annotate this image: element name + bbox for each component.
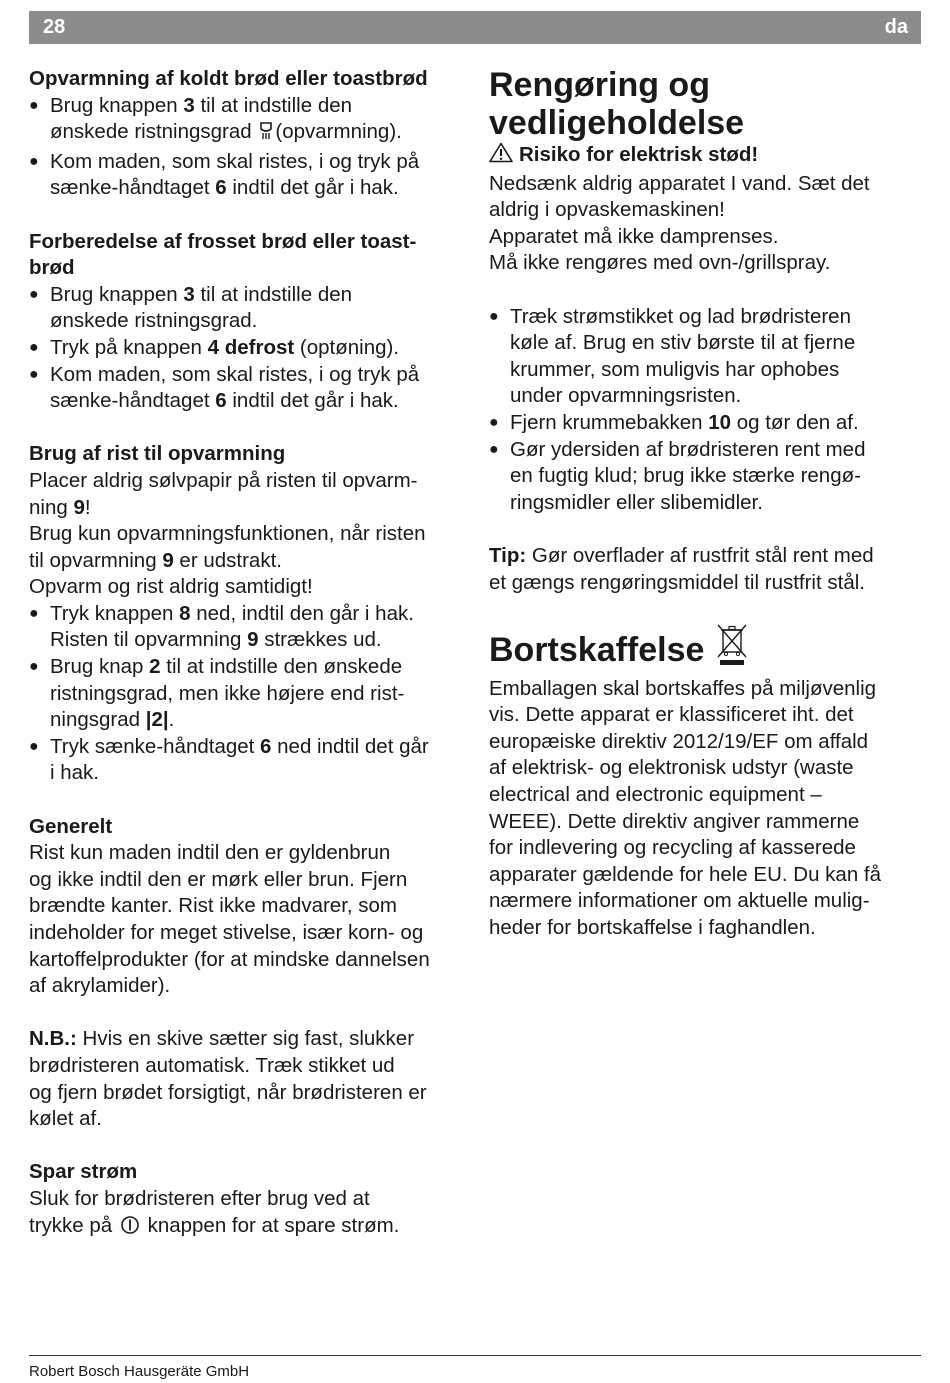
text: Hvis en skive sætter sig fast, slukker [76,1027,415,1051]
text: køle af. Brug en stiv børste til at fjerne [510,331,856,355]
list-item [29,93,469,149]
bullet-list [29,282,469,415]
ref-number: 3 [183,282,195,306]
section-title-frozen-bread [29,229,469,282]
text: og tør den af. [731,410,859,434]
text: ning [29,495,74,519]
note-paragraph [29,1026,469,1132]
text: Tryk knappen [50,601,180,625]
text: Tryk sænke-håndtaget [50,734,261,758]
text: indtil det går i hak. [226,176,399,200]
section-title-general: Generelt [29,814,113,838]
paragraph [489,676,914,942]
text: apparater gældende for hele EU. Du kan få [489,862,882,886]
text: en fugtig klud; brug ikke stærke rengø- [510,464,861,488]
text: Gør ydersiden af brødristeren rent med [510,437,866,461]
bullet-list [29,601,469,787]
ref-number: 4 defrost [207,335,295,359]
text: Fjern krummebakken [510,410,709,434]
text: Brug kun opvarmningsfunktionen, når risten [29,522,426,546]
text: til at indstille den [194,93,353,117]
text: ! [84,495,91,519]
text: Risiko for elektrisk stød! [519,143,759,166]
page-number: 28 [43,16,66,38]
text: ned indtil det går [271,734,429,758]
note-label: N.B.: [29,1027,77,1051]
text: Nedsænk aldrig apparatet I vand. Sæt det [489,171,870,195]
text: Kom maden, som skal ristes, i og tryk på [50,149,420,173]
ref-number: 9 [73,495,85,519]
language-code: da [884,16,908,38]
text: Tryk på knappen [50,335,208,359]
text: er udstrakt. [173,548,282,572]
paragraph [489,171,914,277]
footer-divider [29,1355,921,1356]
list-item [29,282,469,335]
text: (opvarmning). [275,120,402,144]
section-title-disposal [489,623,914,676]
ref-number: 2 [149,655,161,679]
text: og ikke indtil den er mørk eller brun. Fjern [29,867,408,891]
right-column [489,66,914,942]
tip-label: Tip: [489,543,527,567]
ref-number: 9 [162,548,174,572]
text: strækkes ud. [258,628,382,652]
text: trykke på [29,1213,118,1237]
warming-icon [259,121,273,149]
ref-number: 3 [183,93,195,117]
text: ønskede ristningsgrad. [50,309,258,333]
ref-number: 6 [260,734,272,758]
text: Brug knap [50,655,150,679]
text: Emballagen skal bortskaffes på miljøvenlig [489,676,877,700]
text: Opvarm og rist aldrig samtidigt! [29,575,313,599]
text: WEEE). Dette direktiv angiver rammerne [489,809,860,833]
list-item [29,335,469,362]
left-column [29,66,469,1242]
crossed-bin-icon [714,623,750,676]
text: Træk strømstikket og lad brødristeren [510,304,851,328]
bullet-list [489,304,914,517]
section-title-save-power: Spar strøm [29,1160,138,1184]
text: kølet af. [29,1107,102,1131]
text: i hak. [50,761,99,785]
ref-number: |2| [145,708,169,732]
warning-icon [489,142,513,171]
text: vis. Dette apparat er klassificeret iht. det [489,703,854,727]
text: Brug knappen [50,282,184,306]
text: Bortskaffelse [489,630,705,669]
text: . [168,708,175,732]
ref-number: 10 [708,410,732,434]
text: et gængs rengøringsmiddel til rustfrit stål. [489,570,865,594]
paragraph [29,840,469,1000]
text: indeholder for meget stivelse, især korn- og [29,921,424,944]
list-item [29,601,469,654]
text: (optøning). [294,335,400,359]
text: Sluk for brødristeren efter brug ved at [29,1186,370,1210]
text: Forberedelse af frosset brød eller toast- [29,229,417,253]
list-item [489,437,914,517]
text: Rengøring og [489,66,710,104]
ref-number: 6 [215,389,227,413]
list-item [29,654,469,734]
ref-number: 8 [179,601,191,625]
text: brødristeren automatisk. Træk stikket ud [29,1053,395,1077]
list-item [29,149,469,202]
text: ønskede ristningsgrad [50,120,252,144]
text: Må ikke rengøres med ovn-/grillspray. [489,251,831,275]
text: aldrig i opvaskemaskinen! [489,198,725,222]
text: Gør overflader af rustfrit stål rent med [526,543,874,567]
text: Rist kun maden indtil den er gyldenbrun [29,841,391,865]
text: af akrylamider). [29,974,171,998]
text: og fjern brødet forsigtigt, når brødristeren er [29,1080,427,1104]
text: af elektrisk- og elektronisk udstyr (waste [489,756,854,780]
text: for indlevering og recycling af kasserede [489,836,856,860]
text: electrical and electronic equipment – [489,783,822,807]
text: brød [29,256,75,280]
text: Placer aldrig sølvpapir på risten til opvarm- [29,468,418,492]
warning-line [489,142,914,171]
text: europæiske direktiv 2012/19/EF om affald [489,729,869,753]
text: Apparatet må ikke damprenses. [489,224,779,248]
text: heder for bortskaffelse i faghandlen. [489,916,816,940]
tip-paragraph [489,543,914,596]
text: nærmere informationer om aktuelle mulig- [489,889,870,913]
text: sænke-håndtaget [50,389,216,413]
text: Brug knappen [50,93,184,117]
page-header [29,11,921,44]
text: krummer, som muligvis har ophobes [510,357,840,381]
text: knappen for at spare strøm. [141,1213,400,1237]
text: Kom maden, som skal ristes, i og tryk på [50,362,420,386]
ref-number: 6 [215,176,227,200]
bullet-list [29,93,469,202]
text: under opvarmningsristen. [510,384,742,408]
list-item [29,362,469,415]
ref-number: 9 [247,628,259,652]
power-icon [120,1215,140,1243]
text: kartoffelprodukter (for at mindske dannelsen [29,947,430,971]
text: ned, indtil den går i hak. [190,601,414,625]
text: indtil det går i hak. [226,389,399,413]
section-title-cleaning [489,66,914,142]
text: til at indstille den [194,282,353,306]
text: til opvarmning [29,548,163,572]
text: ningsgrad [50,708,146,732]
text: sænke-håndtaget [50,176,216,200]
paragraph [29,468,469,601]
list-item [489,304,914,410]
text: Risten til opvarmning [50,628,248,652]
section-title-cold-bread: Opvarmning af koldt brød eller toastbrød [29,67,428,90]
text: ringsmidler eller slibemidler. [510,490,763,514]
list-item [489,410,914,437]
text: til at indstille den ønskede [160,655,403,679]
text: vedligeholdelse [489,104,745,142]
text: ristningsgrad, men ikke højere end rist- [50,681,405,705]
section-title-warming-rack: Brug af rist til opvarmning [29,442,286,466]
footer-company: Robert Bosch Hausgeräte GmbH [29,1363,250,1380]
text: brændte kanter. Rist ikke madvarer, som [29,894,398,918]
list-item [29,734,469,787]
paragraph [29,1186,469,1242]
